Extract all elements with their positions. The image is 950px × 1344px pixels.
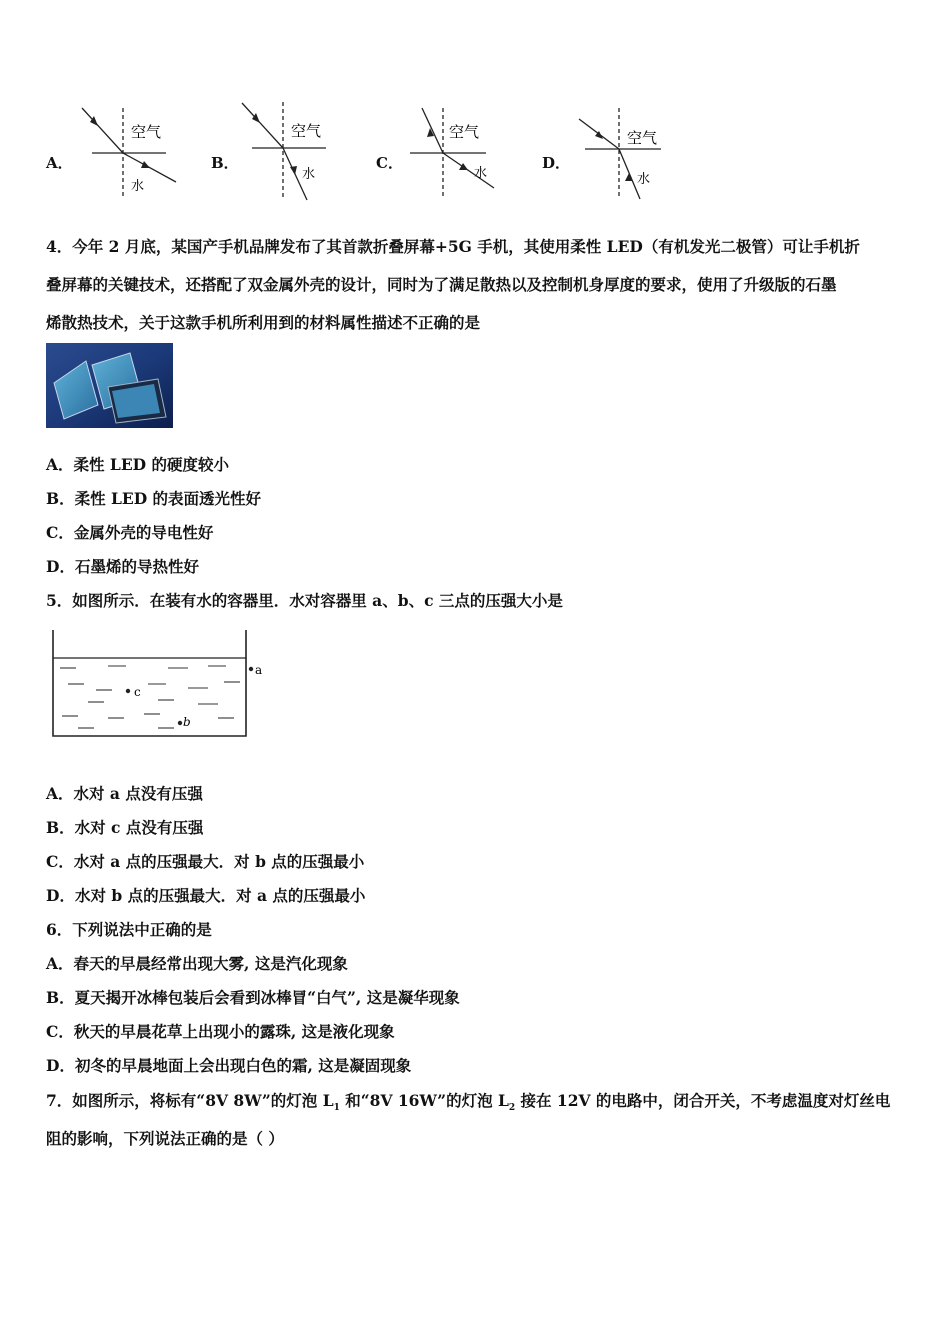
question-5-option-a: A．水对 a 点没有压强 xyxy=(46,784,203,803)
option-label: A． xyxy=(46,154,73,172)
point-a-label: a xyxy=(255,663,263,677)
question-7-line-1 xyxy=(46,1089,890,1113)
question-4-option-b: B．柔性 LED 的表面透光性好 xyxy=(46,489,262,508)
option-label: B． xyxy=(211,154,239,172)
question-7-text-part-2: 和“8V 16W”的灯泡 L xyxy=(339,1091,509,1110)
question-6-option-c: C．秋天的早晨花草上出现小的露珠, 这是液化现象 xyxy=(46,1022,395,1041)
air-label: 空气 xyxy=(449,123,480,141)
question-5-stem: 5．如图所示．在装有水的容器里．水对容器里 a、b、c 三点的压强大小是 xyxy=(46,591,563,610)
point-c-label: c xyxy=(134,685,141,699)
water-label: 水 xyxy=(302,167,316,182)
refraction-diagram-a xyxy=(76,102,186,202)
refraction-diagram-b xyxy=(236,98,346,203)
water-label: 水 xyxy=(474,166,488,181)
refraction-diagram-c xyxy=(406,102,516,202)
air-label: 空气 xyxy=(131,123,162,141)
question-6-option-d: D．初冬的早晨地面上会出现白色的霜, 这是凝固现象 xyxy=(46,1056,412,1075)
air-label: 空气 xyxy=(627,129,658,147)
foldable-phone-image xyxy=(46,343,173,428)
question-4-line-1: 4．今年 2 月底，某国产手机品牌发布了其首款折叠屏幕+5G 手机，其使用柔性 LED（有机发光二极管）可让手机折 xyxy=(46,237,860,256)
subscript-2: 2 xyxy=(508,1103,516,1114)
air-label: 空气 xyxy=(291,122,322,140)
point-b-label: b xyxy=(183,715,191,729)
refraction-diagram-d xyxy=(573,103,683,203)
question-7-text-part-1: 7．如图所示，将标有“8V 8W”的灯泡 L xyxy=(46,1091,334,1110)
question-5-option-b: B．水对 c 点没有压强 xyxy=(46,818,204,837)
question-5-option-c: C．水对 a 点的压强最大．对 b 点的压强最小 xyxy=(46,852,365,871)
water-label: 水 xyxy=(637,172,651,187)
question-6-option-b: B．夏天揭开冰棒包装后会看到冰棒冒“白气”, 这是凝华现象 xyxy=(46,988,460,1007)
question-6-option-a: A．春天的早晨经常出现大雾, 这是汽化现象 xyxy=(46,954,348,973)
question-7-text-part-3: 接在 12V 的电路中，闭合开关，不考虑温度对灯丝电 xyxy=(515,1091,891,1110)
question-4-option-c: C．金属外壳的导电性好 xyxy=(46,523,214,542)
question-4-option-d: D．石墨烯的导热性好 xyxy=(46,557,199,576)
question-4-line-2: 叠屏幕的关键技术，还搭配了双金属外壳的设计，同时为了满足散热以及控制机身厚度的要求，使用了升级版的石墨 xyxy=(46,275,837,294)
option-label: C． xyxy=(376,154,403,172)
question-5-option-d: D．水对 b 点的压强最大．对 a 点的压强最小 xyxy=(46,886,366,905)
question-7-line-2: 阻的影响，下列说法正确的是（ ） xyxy=(46,1129,284,1148)
question-4-line-3: 烯散热技术，关于这款手机所利用到的材料属性描述不正确的是 xyxy=(46,313,481,332)
subscript-1: 1 xyxy=(333,1103,340,1114)
question-4-option-a: A．柔性 LED 的硬度较小 xyxy=(46,455,229,474)
option-label: D． xyxy=(542,154,571,172)
question-6-stem: 6．下列说法中正确的是 xyxy=(46,920,212,939)
water-label: 水 xyxy=(131,179,145,194)
water-container-diagram xyxy=(48,626,278,744)
